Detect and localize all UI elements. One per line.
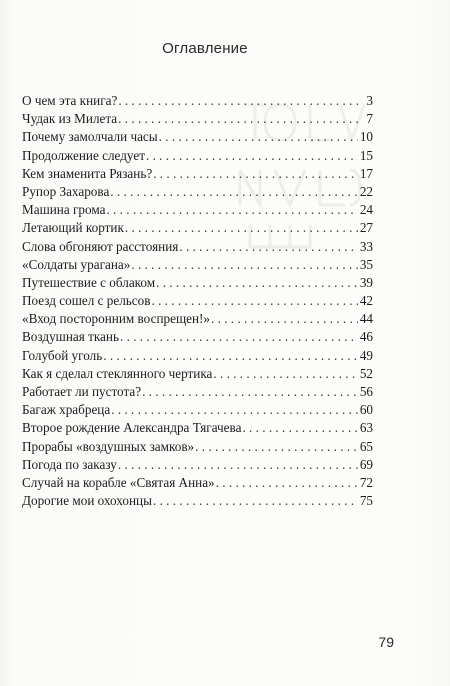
toc-entry-title: Продолжение следует [22, 147, 145, 163]
toc-entry [22, 383, 373, 401]
toc-entry [22, 147, 373, 165]
toc-entry-title: Почему замолчали часы [22, 129, 158, 145]
toc-entry-page: 72 [359, 474, 373, 490]
toc-entry-title: Багаж храбреца [22, 402, 111, 418]
toc-entry-page: 69 [359, 456, 373, 472]
toc-entry [22, 256, 373, 274]
toc-entry-page: 49 [359, 347, 373, 363]
toc-entry-page: 44 [359, 311, 373, 327]
toc-entry [22, 128, 373, 146]
toc-entry [22, 92, 373, 110]
toc-entry-page: 27 [359, 220, 373, 236]
toc-entry-page: 33 [359, 238, 373, 254]
toc-leader-dots [216, 474, 358, 492]
toc-leader-dots [179, 238, 358, 256]
toc-entry [22, 165, 373, 183]
toc-entry-page: 22 [359, 183, 373, 199]
toc-leader-dots [120, 328, 358, 346]
table-of-contents [22, 92, 373, 510]
toc-entry [22, 110, 373, 128]
toc-entry-title: Рупор Захарова [22, 183, 110, 199]
toc-entry-title: О чем эта книга? [22, 93, 118, 108]
toc-entry [22, 365, 373, 383]
toc-entry-title: Кем знаменита Рязань? [22, 165, 153, 181]
toc-leader-dots [211, 310, 358, 328]
toc-entry-page: 35 [359, 256, 373, 272]
toc-leader-dots [111, 401, 358, 419]
toc-entry [22, 347, 373, 365]
toc-entry [22, 201, 373, 219]
toc-leader-dots [146, 147, 358, 165]
toc-entry [22, 401, 373, 419]
toc-entry [22, 492, 373, 510]
toc-entry [22, 274, 373, 292]
toc-entry-page: 39 [359, 274, 373, 290]
toc-entry-title: «Солдаты урагана» [22, 256, 131, 272]
toc-entry-title: Как я сделал стеклянного чертика [22, 365, 213, 381]
toc-entry-page: 7 [366, 111, 373, 127]
toc-entry [22, 183, 373, 201]
toc-leader-dots [142, 383, 358, 401]
toc-entry [22, 219, 373, 237]
page-number: 79 [378, 634, 394, 650]
toc-entry-title: Машина грома [22, 202, 106, 218]
toc-entry-page: 75 [359, 493, 373, 509]
toc-entry-title: Второе рождение Александра Тягачева [22, 420, 242, 436]
toc-entry [22, 456, 373, 474]
toc-leader-dots [106, 201, 358, 219]
toc-entry-title: Путешествие с облаком [22, 274, 156, 290]
toc-leader-dots [159, 128, 358, 146]
toc-leader-dots [118, 92, 358, 110]
toc-leader-dots [110, 183, 358, 201]
toc-leader-dots [156, 274, 358, 292]
toc-entry-page: 63 [359, 420, 373, 436]
toc-entry [22, 419, 373, 437]
toc-entry-page: 3 [366, 93, 373, 108]
toc-entry-page: 65 [359, 438, 373, 454]
toc-leader-dots [153, 165, 358, 183]
toc-entry-title: Дорогие мои охохонцы [22, 493, 152, 509]
toc-entry-page: 56 [359, 384, 373, 399]
toc-entry-title: Воздушная ткань [22, 329, 119, 345]
toc-entry-page: 46 [359, 329, 373, 345]
toc-leader-dots [151, 292, 358, 310]
toc-leader-dots [153, 492, 358, 510]
toc-leader-dots [195, 438, 358, 456]
toc-entry [22, 438, 373, 456]
toc-entry-page: 52 [359, 365, 373, 381]
toc-entry-title: Случай на корабле «Святая Анна» [22, 474, 215, 490]
toc-leader-dots [242, 419, 358, 437]
toc-entry-title: Прорабы «воздушных замков» [22, 438, 195, 454]
toc-entry [22, 310, 373, 328]
toc-leader-dots [125, 219, 358, 237]
toc-entry-page: 17 [359, 165, 373, 181]
toc-leader-dots [103, 347, 358, 365]
toc-entry [22, 292, 373, 310]
toc-entry-title: Работает ли пустота? [22, 384, 142, 399]
toc-leader-dots [131, 256, 358, 274]
toc-entry [22, 474, 373, 492]
toc-entry-title: Летающий кортик [22, 220, 124, 236]
toc-entry-title: «Вход посторонним воспрещен!» [22, 311, 211, 327]
toc-leader-dots [213, 365, 358, 383]
toc-entry-title: Погода по заказу [22, 456, 117, 472]
toc-entry-title: Чудак из Милета [22, 111, 118, 127]
toc-entry-page: 60 [359, 402, 373, 418]
toc-entry-page: 24 [359, 202, 373, 218]
toc-entry-page: 10 [359, 129, 373, 145]
toc-entry-title: Поезд сошел с рельсов [22, 293, 151, 309]
toc-entry [22, 328, 373, 346]
toc-entry-page: 42 [359, 293, 373, 309]
toc-leader-dots [118, 456, 358, 474]
page-title: Оглавление [162, 40, 248, 57]
toc-leader-dots [118, 110, 358, 128]
toc-entry [22, 238, 373, 256]
toc-entry-title: Слова обгоняют расстояния [22, 238, 179, 254]
toc-entry-page: 15 [359, 147, 373, 163]
toc-entry-title: Голубой уголь [22, 347, 103, 363]
